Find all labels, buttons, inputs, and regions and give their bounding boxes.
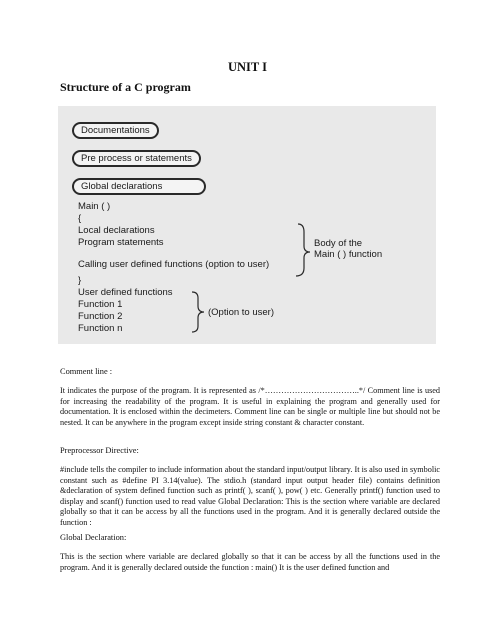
main-line: Main ( ) bbox=[78, 201, 111, 212]
program-statements-line: Program statements bbox=[78, 237, 164, 248]
function-n-line: Function n bbox=[78, 323, 123, 334]
preprocessor-statements-box: Pre process or statements bbox=[72, 150, 201, 167]
option-brace bbox=[192, 292, 204, 332]
body-label-line1: Body of the bbox=[314, 238, 363, 249]
body-of-main-label bbox=[314, 238, 382, 260]
body-label-line2: Main ( ) function bbox=[314, 249, 383, 260]
function-2-line: Function 2 bbox=[78, 311, 123, 322]
unit-title: UNIT I bbox=[227, 60, 268, 74]
global-declaration-heading: Global Declaration: bbox=[60, 533, 127, 542]
option-to-user-label: (Option to user) bbox=[208, 307, 274, 318]
calling-functions-line: Calling user defined functions (option to user) bbox=[78, 259, 270, 270]
close-brace-line: } bbox=[78, 275, 82, 286]
program-structure-figure bbox=[58, 106, 436, 344]
open-brace-line: { bbox=[78, 213, 82, 224]
comment-line-paragraph: It indicates the purpose of the program. It is represented as /*……………………………..*/ Comment line is used for increasing the readability of the program. It is useful in explaining the program and generally used for documentation. It is enclosed within the decimeters. Comment line can be single or multiple line but should not be nested. It can be anywhere in the program except inside string constant & character constant. bbox=[60, 386, 440, 427]
documentations-box: Documentations bbox=[72, 122, 159, 139]
global-declarations-box: Global declarations bbox=[72, 178, 206, 195]
user-defined-functions-line: User defined functions bbox=[78, 287, 173, 298]
comment-line-heading: Comment line : bbox=[60, 367, 113, 376]
body-brace bbox=[296, 224, 310, 276]
global-declaration-paragraph: This is the section where variable are declared globally so that it can be access by all the functions used in the program. And it is generally declared outside the function : main() It is the user defined function and bbox=[60, 552, 440, 572]
section-title: Structure of a C program bbox=[60, 80, 191, 94]
function-1-line: Function 1 bbox=[78, 299, 123, 310]
local-declarations-line: Local declarations bbox=[78, 225, 155, 236]
preprocessor-paragraph: #include tells the compiler to include information about the standard input/output library. It is also used in symbolic constant such as #define PI 3.14(value). The stdio.h (standard input output header file) contains definition &declaration of system defined function such as printf( ), scanf( ), pow( ) etc. Generally printf() function used to display and scanf() function used to read value Global Declaration: This is the section where variable are declared globally so that it can be access by all the functions used in the program. And it is generally declared outside the function : bbox=[60, 465, 440, 527]
preprocessor-heading: Preprocessor Directive: bbox=[60, 446, 139, 455]
